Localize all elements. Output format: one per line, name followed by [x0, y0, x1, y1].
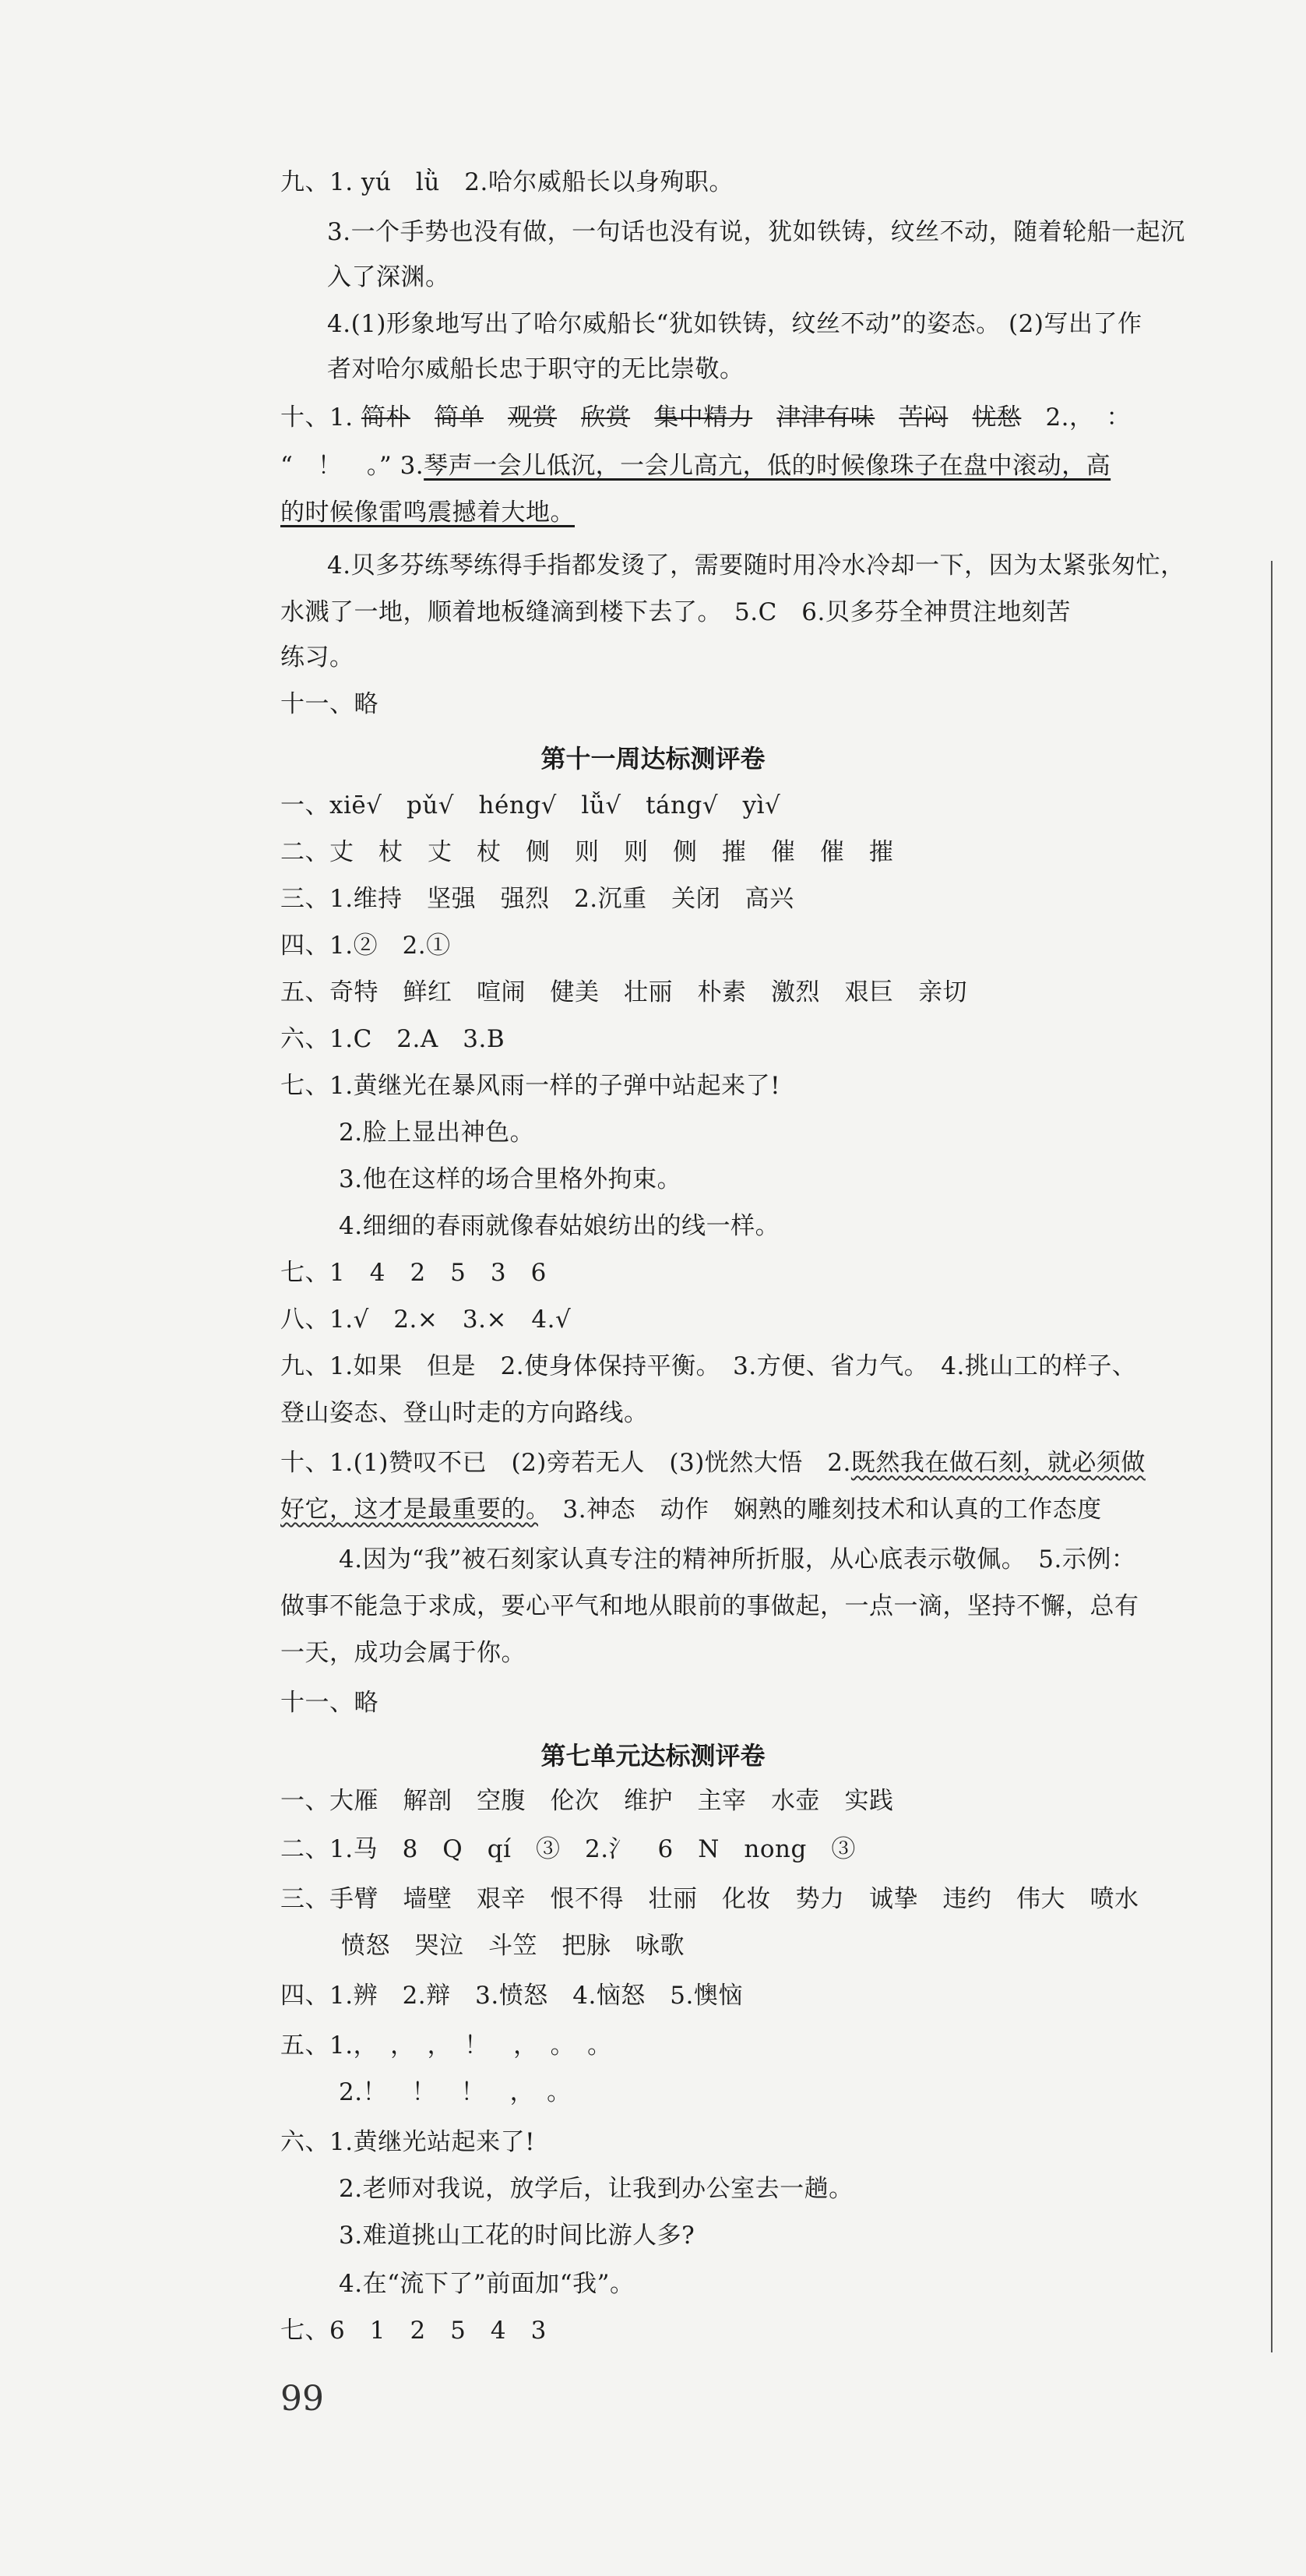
punctuation: “ ！ 。” [280, 452, 393, 480]
answer-line: 登山姿态、登山时走的方向路线。 [280, 1399, 649, 1427]
answer-line: 十一、略 [280, 1689, 378, 1717]
struck-word: 简朴 [361, 403, 410, 432]
item-number: 3. [400, 452, 424, 480]
struck-word: 集中精力 [654, 403, 753, 432]
struck-word: 苦闷 [899, 403, 949, 432]
answer-line: 三、1.维持 坚强 强烈 2.沉重 关闭 高兴 [280, 885, 794, 913]
answer-line [280, 449, 1215, 483]
section-title: 第七单元达标测评卷 [540, 1741, 766, 1771]
answer-line: 3.他在这样的场合里格外拘束。 [339, 1165, 682, 1193]
answer-line: 二、1.马 8 Q qí ③ 2.氵 6 N nong ③ [280, 1835, 856, 1863]
answer-line [280, 1446, 1215, 1480]
answer-line: 四、1.② 2.① [280, 932, 451, 960]
suffix: 2.， ： [1045, 403, 1132, 432]
answer-line-ten [280, 400, 1215, 435]
answer-line: 做事不能急于求成，要心平气和地从眼前的事做起，一点一滴，坚持不懈，总有 [280, 1592, 1139, 1620]
answer-line: 七、1 4 2 5 3 6 [280, 1259, 547, 1287]
answer-line: 九、1.如果 但是 2.使身体保持平衡。 3.方便、省力气。 4.挑山工的样子、 [280, 1352, 1137, 1380]
answer-line: 五、奇特 鲜红 喧闹 健美 壮丽 朴素 激烈 艰巨 亲切 [280, 978, 967, 1006]
answer-line: 2.！ ！ ！ ， 。 [339, 2078, 572, 2106]
section-title: 第十一周达标测评卷 [540, 744, 766, 774]
struck-word: 忧愁 [972, 403, 1022, 432]
underlined-text: 琴声一会儿低沉，一会儿高亢，低的时候像珠子在盘中滚动，高 [424, 452, 1111, 480]
page-number: 99 [280, 2379, 324, 2419]
answer-line: 愤怒 哭泣 斗笠 把脉 咏歌 [341, 1932, 685, 1960]
margin-rule [1271, 561, 1273, 2352]
answer-line: 4.细细的春雨就像春姑娘纺出的线一样。 [339, 1212, 780, 1240]
underlined-text: 的时候像雷鸣震撼着大地。 [280, 499, 575, 527]
text: 十、1.(1)赞叹不已 (2)旁若无人 (3)恍然大悟 2. [280, 1449, 851, 1477]
answer-line: 2.脸上显出神色。 [339, 1119, 535, 1147]
prefix: 十、1. [280, 403, 354, 432]
answer-line: 3.难道挑山工花的时间比游人多? [339, 2222, 695, 2250]
struck-word: 欣赏 [581, 403, 631, 432]
answer-line: 五、1.， ， ， ！ ， 。 。 [280, 2032, 612, 2060]
answer-line: 八、1.√ 2.× 3.× 4.√ [280, 1306, 572, 1334]
answer-line: 九、1. yú lǜ 2.哈尔威船长以身殉职。 [280, 168, 734, 196]
answer-line: 七、6 1 2 5 4 3 [280, 2317, 547, 2345]
answer-line: 练习。 [280, 643, 354, 671]
answer-line: 一、大雁 解剖 空腹 伦次 维护 主宰 水壶 实践 [280, 1787, 894, 1815]
answer-line: 4.(1)形象地写出了哈尔威船长“犹如铁铸，纹丝不动”的姿态。 (2)写出了作 [327, 310, 1142, 338]
answer-line: 4.因为“我”被石刻家认真专注的精神所折服，从心底表示敬佩。 5.示例： [339, 1545, 1136, 1573]
answer-line: 三、手臂 墙壁 艰辛 恨不得 壮丽 化妆 势力 诚挚 违约 伟大 喷水 [280, 1885, 1139, 1913]
answer-line [280, 1492, 1215, 1527]
answer-line: 七、1.黄继光在暴风雨一样的子弹中站起来了! [280, 1072, 781, 1100]
answer-line: 2.老师对我说，放学后，让我到办公室去一趟。 [339, 2175, 854, 2203]
answer-line: 一、xiē√ pǔ√ héng√ lǚ√ táng√ yì√ [280, 791, 781, 819]
text: 3.神态 动作 娴熟的雕刻技术和认真的工作态度 [538, 1496, 1102, 1524]
answer-line: 4.贝多芬练琴练得手指都发烫了，需要随时用冷水冷却一下，因为太紧张匆忙， [327, 551, 1185, 580]
wavy-underlined-text: 既然我在做石刻，就必须做 [850, 1449, 1146, 1477]
answer-line: 二、丈 杖 丈 杖 侧 则 则 侧 摧 催 催 摧 [280, 838, 894, 866]
struck-word: 津津有味 [776, 403, 875, 432]
answer-line: 十一、略 [280, 690, 378, 718]
wavy-underlined-text: 好它，这才是最重要的。 [280, 1496, 538, 1524]
answer-line [280, 495, 1215, 530]
answer-line: 六、1.黄继光站起来了! [280, 2128, 536, 2156]
answer-line: 水溅了一地，顺着地板缝滴到楼下去了。 5.C 6.贝多芬全神贯注地刻苦 [280, 598, 1071, 626]
answer-line: 一天，成功会属于你。 [280, 1639, 526, 1667]
struck-word: 简单 [435, 403, 484, 432]
struck-word: 观赏 [508, 403, 558, 432]
answer-line: 四、1.辨 2.辩 3.愤怒 4.恼怒 5.懊恼 [280, 1982, 743, 2010]
answer-line: 六、1.C 2.A 3.B [280, 1025, 505, 1053]
answer-line: 入了深渊。 [327, 263, 450, 291]
answer-line: 4.在“流下了”前面加“我”。 [339, 2270, 635, 2298]
answer-line: 3.一个手势也没有做，一句话也没有说，犹如铁铸，纹丝不动，随着轮船一起沉 [327, 218, 1185, 246]
answer-line: 者对哈尔威船长忠于职守的无比崇敬。 [327, 355, 745, 383]
